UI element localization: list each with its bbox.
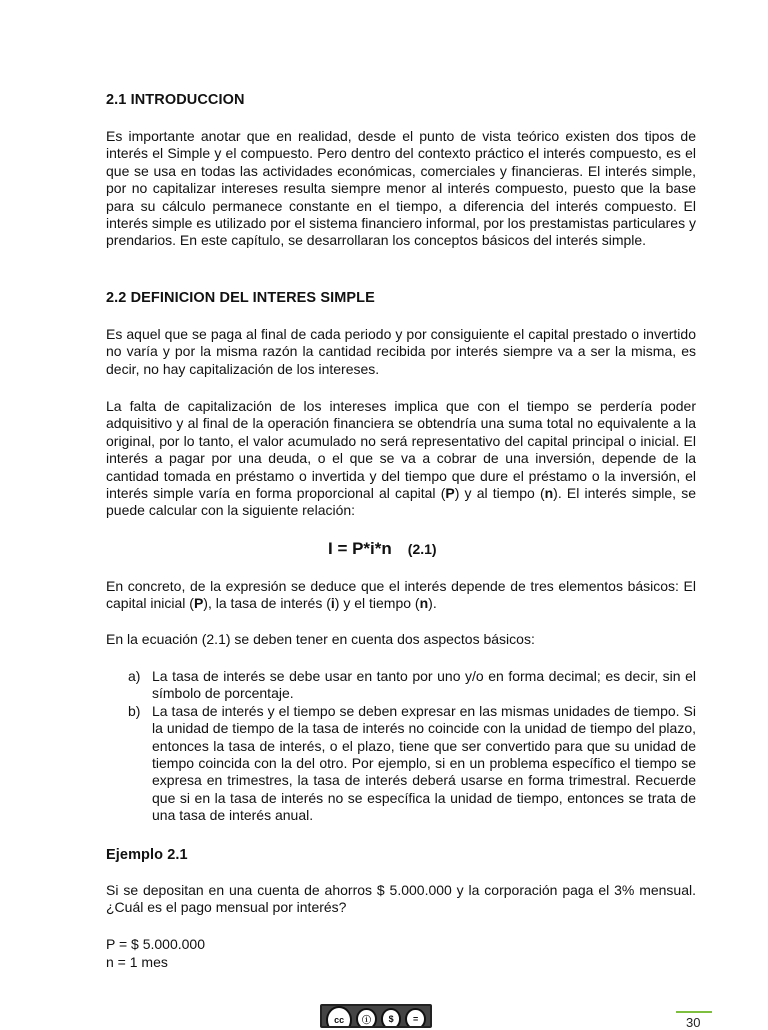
section-heading-introduccion: 2.1 INTRODUCCION <box>106 92 245 108</box>
elements-paragraph: En concreto, de la expresión se deduce que el interés depende de tres elementos básicos: El capital inicial (P), la tasa de interés (i) y el tiempo (n). <box>106 578 696 612</box>
list-marker: b) <box>128 702 141 719</box>
footer-rule <box>676 1011 712 1013</box>
example-heading: Ejemplo 2.1 <box>106 847 188 863</box>
list-item <box>128 703 696 825</box>
nc-icon: $ <box>381 1008 402 1028</box>
formula-number: (2.1) <box>407 541 437 557</box>
intro-paragraph: Es importante anotar que en realidad, desde el punto de vista teórico existen dos tipos de interés el Simple y el compuesto. Pero dentro del contexto práctico el interés compuesto, es el que se usa en todas las actividades económicas, comerciales y financieras. El interés simple, por no capitalizar intereses resulta siempre menor al interés compuesto, puesto que la base para su cálculo permanece constante en el tiempo, a diferencia del interés compuesto. El interés simple es utilizado por el sistema financiero informal, por los prestamistas particulares y prendarios. En este capítulo, se desarrollaran los conceptos básicos del interés simple. <box>106 128 696 249</box>
nd-icon: = <box>405 1008 426 1028</box>
capitalization-paragraph: La falta de capitalización de los intereses implica que con el tiempo se perdería poder adquisitivo y al final de la operación financiera se obtendría una suma total no equivalente a la original, por lo tanto, el valor acumulado no será representativo del capital principal o inicial. El interés a pagar por una deuda, o el que se va a cobrar de una inversión, depende de la cantidad tomada en préstamo o invertida y del tiempo que dure el préstamo o la inversión, el interés simple varía en forma proporcional al capital (P) y al tiempo (n). El interés simple, se puede calcular con la siguiente relación: <box>106 398 696 519</box>
formula-expression: I = P*i*n <box>328 539 392 558</box>
aspects-intro: En la ecuación (2.1) se deben tener en cuenta dos aspectos básicos: <box>106 631 535 647</box>
example-value-p: P = $ 5.000.000 <box>106 936 205 952</box>
by-icon: ⓘ <box>356 1008 377 1028</box>
list-item <box>128 668 696 703</box>
example-value-n: n = 1 mes <box>106 954 168 970</box>
list-marker: a) <box>128 668 141 684</box>
aspects-list <box>128 668 696 825</box>
cc-icon: cc <box>326 1006 352 1028</box>
list-item-text: La tasa de interés se debe usar en tanto por uno y/o en forma decimal; es decir, sin el símbolo de porcentaje. <box>152 668 696 702</box>
definition-paragraph: Es aquel que se paga al final de cada periodo y por consiguiente el capital prestado o invertido no varía y por la misma razón la cantidad recibida por interés siempre va a ser la misma, es decir, no hay capitalización de los intereses. <box>106 326 696 377</box>
list-item-text: La tasa de interés y el tiempo se deben expresar en las mismas unidades de tiempo. Si la unidad de tiempo de la tasa de interés no coincide con la unidad de tiempo del plazo, entonces la tasa de interés, o el plazo, tiene que ser convertido para que su unidad de tiempo coincida con la del otro. Por ejemplo, si en un problema específico el tiempo se expresa en trimestres, la tasa de interés deberá usarse en forma trimestral. Recuerde que si en la tasa de interés no se específica la unidad de tiempo, entonces se trata de una tasa de interés anual. <box>152 702 696 824</box>
section-heading-definicion: 2.2 DEFINICION DEL INTERES SIMPLE <box>106 290 375 306</box>
page-number: 30 <box>686 1015 701 1030</box>
simple-interest-formula <box>328 539 437 559</box>
creative-commons-by-nc-nd-icon <box>320 1004 432 1028</box>
example-statement: Si se depositan en una cuenta de ahorros $ 5.000.000 y la corporación paga el 3% mensual. ¿Cuál es el pago mensual por interés? <box>106 882 696 916</box>
